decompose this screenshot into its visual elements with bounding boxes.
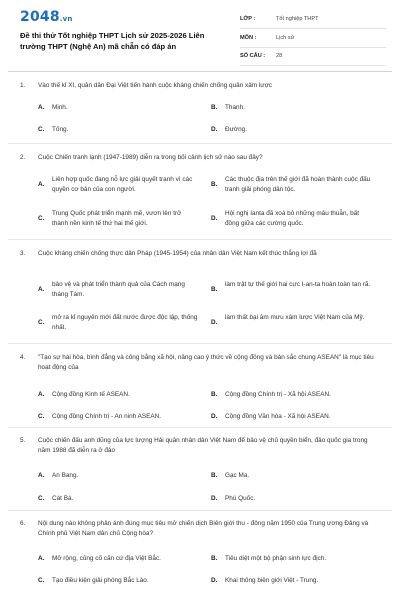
option-d[interactable] [211,313,373,335]
question-text: Vào thế kỉ XI, quân dân Đại Việt tiến hành cuộc kháng chiến chống quân xâm lược [38,82,272,89]
option-text: Tiêu diệt một bộ phận sinh lực địch. [225,555,327,562]
meta-key: MÔN : [240,29,276,48]
option-text: Gạc Ma. [225,472,250,479]
meta-value: Tốt nghiệp THPT [276,10,386,29]
option-letter: B. [211,391,218,398]
option-letter: D. [211,577,218,584]
option-b[interactable] [211,280,373,302]
option-d[interactable] [211,576,376,586]
option-text: Tống. [52,126,69,133]
question-text: "Tạo sự hài hòa, bình đẳng và công bằng xã hội, nâng cao ý thức về cộng đồng và bản sắc chung ASEAN" là mục tiêu hoạt động của [38,354,374,371]
meta-row-class [240,10,386,29]
option-a[interactable] [38,471,198,481]
option-letter: B. [211,181,218,188]
option-text: Mở rộng, củng cố căn cứ địa Việt Bắc. [52,555,161,562]
option-letter: A. [38,555,45,562]
option-b[interactable] [211,471,371,481]
site-logo[interactable] [20,8,225,28]
option-text: bảo vệ và phát triển thành quả của Cách mạng tháng Tám. [52,281,185,298]
question-separator [8,510,392,511]
option-a[interactable] [38,175,200,197]
option-text: Cộng đồng Chính trị - An ninh ASEAN. [52,413,162,420]
option-a[interactable] [38,103,198,113]
exam-meta-table [240,10,386,66]
option-d[interactable] [211,494,371,504]
question-separator [8,239,392,240]
option-c[interactable] [38,125,198,135]
option-text: Cộng đồng Văn hóa - Xã hội ASEAN. [225,413,331,420]
option-letter: D. [211,319,218,326]
option-text: Đường. [225,126,247,133]
option-text: Phú Quốc. [225,495,256,502]
header [0,0,400,66]
option-text: mở ra kỉ nguyên mới đất nước được độc lập, thống nhất. [52,314,198,331]
option-letter: C. [38,577,45,584]
option-text: Liên hợp quốc đang nỗ lực giải quyết tranh vì các quyền cơ bản của con người. [52,176,193,193]
question-number: 2. [20,154,26,161]
meta-value: Lịch sử [276,29,386,48]
option-text: Trung Quốc phát triển mạnh mẽ, vươn lên trở thành nền kinh tế thứ hai thế giới. [52,210,182,227]
logo-text: 2048 [20,9,60,25]
question-number: 6. [20,520,26,527]
option-c[interactable] [38,412,203,422]
option-letter: D. [211,495,218,502]
option-text: Hội nghị Ianta đã xoá bỏ những mâu thuẫn, bất đồng giữa các cường quốc. [225,210,359,227]
option-a[interactable] [38,554,203,564]
meta-key: SỐ CÂU : [240,47,276,66]
question-text: Cuộc chiến đấu anh dũng của lực lượng Hải quân nhân dân Việt Nam để bảo vệ chủ quyền biển, đảo quốc gia trong năm 1988 đã diễn ra ở đảo [38,437,368,454]
option-d[interactable] [211,412,376,422]
option-text: Cát Bà. [52,495,74,502]
option-b[interactable] [211,390,376,400]
option-letter: D. [211,126,218,133]
option-letter: A. [38,286,45,293]
page-title: Đề thi thử Tốt nghiệp THPT Lịch sử 2025-2026 Liên trường THPT (Nghệ An) mã chẵn có đáp án [20,31,205,51]
option-text: làm trật tự thế giới hai cực I-an-ta hoàn toàn tan rã. [225,281,371,288]
question-separator [8,143,392,144]
option-letter: C. [38,495,45,502]
option-text: Tạo điều kiện giải phóng Bắc Lào. [52,577,149,584]
header-divider [8,71,392,72]
option-text: An Bang. [52,472,79,479]
option-c[interactable] [38,313,200,335]
option-letter: A. [38,472,45,479]
question-number: 1. [20,82,26,89]
option-d[interactable] [211,125,371,135]
meta-value: 28 [276,47,386,66]
option-text: Cộng đồng Kinh tế ASEAN. [52,391,130,398]
question-text: Cuộc kháng chiến chống thực dân Pháp (1945-1954) của nhân dân Việt Nam kết thúc thắng lợi đã [38,250,317,257]
question-text: Nội dung nào không phản ánh đúng mục tiêu mở chiến dịch Biên giới thu - đông năm 1950 của Trung ương Đảng và Chính phủ Việt Nam dân chủ Cộng hòa? [38,520,369,537]
option-letter: B. [211,555,218,562]
option-letter: C. [38,126,45,133]
option-text: Cộng đồng Chính trị - Xã hội ASEAN. [225,391,331,398]
option-text: Minh. [52,104,68,111]
option-a[interactable] [38,390,203,400]
option-text: Thanh. [225,104,245,111]
option-text: làm thất bại âm mưu xâm lược Việt Nam của Mỹ. [225,314,365,321]
option-text: Khai thông biên giới Việt - Trung. [225,577,319,584]
meta-row-subject [240,29,386,48]
header-left [20,8,225,66]
question-number: 5. [20,437,26,444]
question-number: 3. [20,250,26,257]
option-letter: C. [38,413,45,420]
option-d[interactable] [211,209,373,231]
meta-row-count [240,47,386,66]
option-letter: C. [38,319,45,326]
option-a[interactable] [38,280,200,302]
option-b[interactable] [211,554,376,564]
question-separator [8,427,392,428]
question-text: Cuộc Chiến tranh lạnh (1947-1989) diễn ra trong bối cảnh lịch sử nào sau đây? [38,154,263,161]
option-letter: D. [211,215,218,222]
option-c[interactable] [38,576,203,586]
option-b[interactable] [211,103,371,113]
option-letter: B. [211,472,218,479]
question-separator [8,343,392,344]
option-letter: D. [211,413,218,420]
option-letter: B. [211,286,218,293]
option-letter: B. [211,104,218,111]
option-c[interactable] [38,494,198,504]
option-text: Các thuộc địa trên thế giới đã hoàn thành cuộc đấu tranh giải phóng dân tộc. [225,176,371,193]
option-b[interactable] [211,175,373,197]
option-letter: A. [38,181,45,188]
option-letter: A. [38,104,45,111]
logo-suffix: .vn [59,15,73,23]
meta-key: LỚP : [240,10,276,29]
option-letter: A. [38,391,45,398]
option-letter: C. [38,215,45,222]
question-number: 4. [20,354,26,361]
option-c[interactable] [38,209,200,231]
